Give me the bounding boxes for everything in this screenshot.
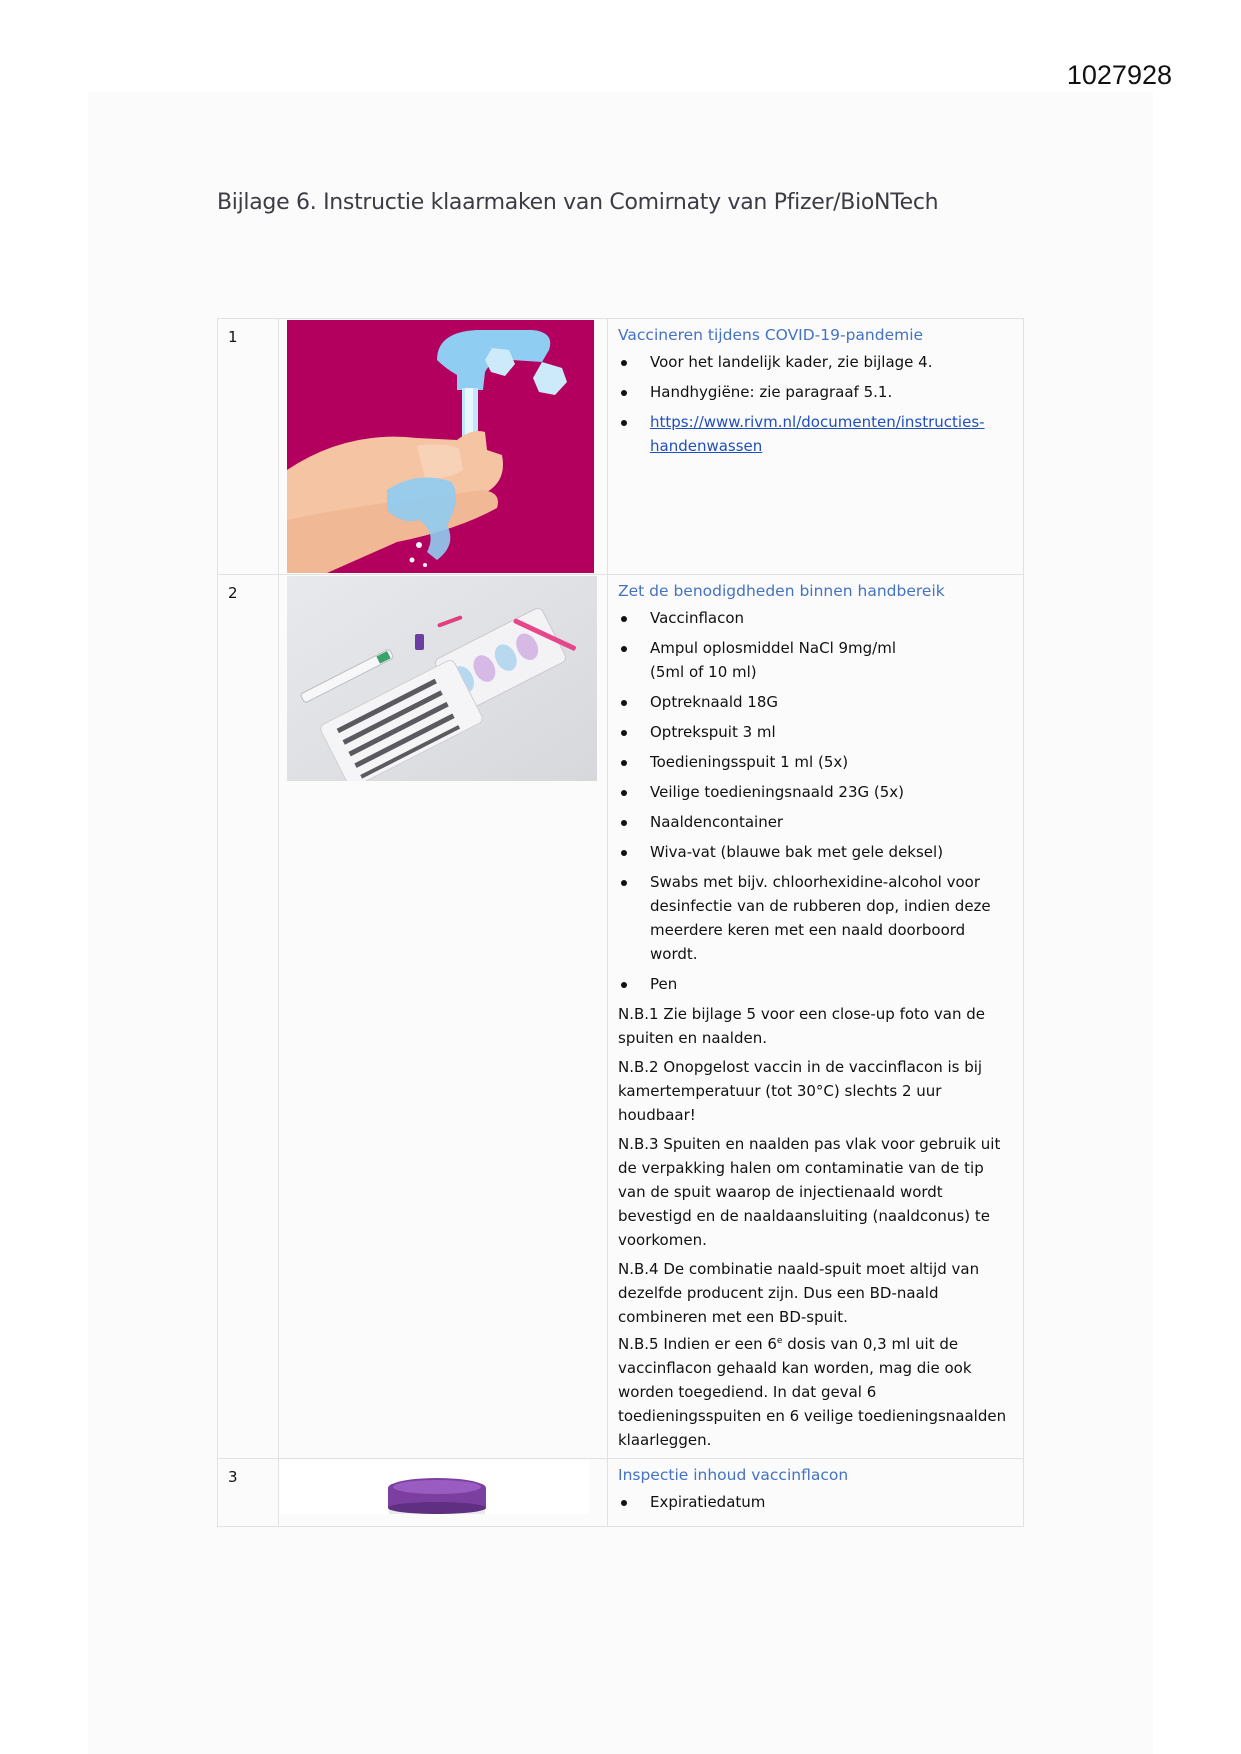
note-3: N.B.3 Spuiten en naalden pas vlak voor gebruik uit de verpakking halen om contaminatie van de tip van de spuit waarop de injectienaald wordt bevestigd en de naaldaansluiting (naaldconus) te voorkomen. bbox=[618, 1135, 1001, 1249]
supplies-photo bbox=[287, 576, 597, 781]
table-row bbox=[218, 319, 1024, 575]
document-title: Bijlage 6. Instructie klaarmaken van Comirnaty van Pfizer/BioNTech bbox=[217, 190, 939, 215]
table-row bbox=[218, 575, 1024, 1459]
list-item bbox=[618, 636, 1013, 684]
step-number: 3 bbox=[218, 1459, 279, 1527]
note-5-superscript: e bbox=[776, 1336, 783, 1346]
rivm-link-continued[interactable]: handenwassen bbox=[650, 437, 763, 455]
step-image-cell bbox=[279, 1459, 608, 1527]
list-item: Naaldencontainer bbox=[618, 810, 1013, 834]
step-image-cell bbox=[279, 319, 608, 575]
step-heading: Inspectie inhoud vaccinflacon bbox=[618, 1466, 849, 1484]
step-heading: Zet de benodigdheden binnen handbereik bbox=[618, 582, 945, 600]
note-2: N.B.2 Onopgelost vaccin in de vaccinflacon is bij kamertemperatuur (tot 30°C) slechts 2 uur houdbaar! bbox=[618, 1058, 983, 1124]
ampul-volume: (5ml of 10 ml) bbox=[650, 663, 757, 681]
rivm-link[interactable]: https://www.rivm.nl/documenten/instructies- bbox=[650, 413, 985, 431]
list-item: Optreknaald 18G bbox=[618, 690, 1013, 714]
bullet-list bbox=[618, 350, 1013, 458]
document-number: 1027928 bbox=[1066, 60, 1172, 90]
handwashing-illustration bbox=[287, 320, 594, 573]
list-item bbox=[618, 410, 1013, 458]
instruction-table bbox=[217, 318, 1024, 1527]
note-5-end: dosis van 0,3 ml uit de vaccinflacon gehaald kan worden, mag die ook worden toegediend. In dat geval 6 toedieningsspuiten en 6 veilige toedieningsnaalden klaarleggen. bbox=[618, 1335, 1007, 1449]
list-item: Toedieningsspuit 1 ml (5x) bbox=[618, 750, 1013, 774]
note-5 bbox=[618, 1329, 1013, 1452]
note-4: N.B.4 De combinatie naald-spuit moet altijd van dezelfde producent zijn. Dus een BD-naald combineren met een BD-spuit. bbox=[618, 1260, 980, 1326]
step-number: 1 bbox=[218, 319, 279, 575]
list-item: Expiratiedatum bbox=[618, 1490, 1013, 1514]
step-text-cell bbox=[608, 319, 1024, 575]
ampul-label: Ampul oplosmiddel NaCl 9mg/ml bbox=[650, 639, 897, 657]
note-5-start: N.B.5 Indien er een 6 bbox=[618, 1335, 777, 1353]
list-item: Swabs met bijv. chloorhexidine-alcohol voor desinfectie van de rubberen dop, indien deze meerdere keren met een naald doorboord wordt. bbox=[618, 870, 1013, 966]
vial-photo bbox=[279, 1460, 589, 1514]
list-item: Wiva-vat (blauwe bak met gele deksel) bbox=[618, 840, 1013, 864]
step-text-cell bbox=[608, 575, 1024, 1459]
step-heading: Vaccineren tijdens COVID-19-pandemie bbox=[618, 326, 924, 344]
note-1: N.B.1 Zie bijlage 5 voor een close-up foto van de spuiten en naalden. bbox=[618, 1005, 985, 1047]
bullet-list bbox=[618, 606, 1013, 996]
list-item: Handhygiëne: zie paragraaf 5.1. bbox=[618, 380, 1013, 404]
table-row bbox=[218, 1459, 1024, 1527]
list-item: Vaccinflacon bbox=[618, 606, 1013, 630]
list-item: Veilige toedieningsnaald 23G (5x) bbox=[618, 780, 1013, 804]
list-item: Pen bbox=[618, 972, 1013, 996]
bullet-list bbox=[618, 1490, 1013, 1514]
list-item: Optrekspuit 3 ml bbox=[618, 720, 1013, 744]
step-image-cell bbox=[279, 575, 608, 1459]
step-number: 2 bbox=[218, 575, 279, 1459]
list-item: Voor het landelijk kader, zie bijlage 4. bbox=[618, 350, 1013, 374]
step-text-cell bbox=[608, 1459, 1024, 1527]
